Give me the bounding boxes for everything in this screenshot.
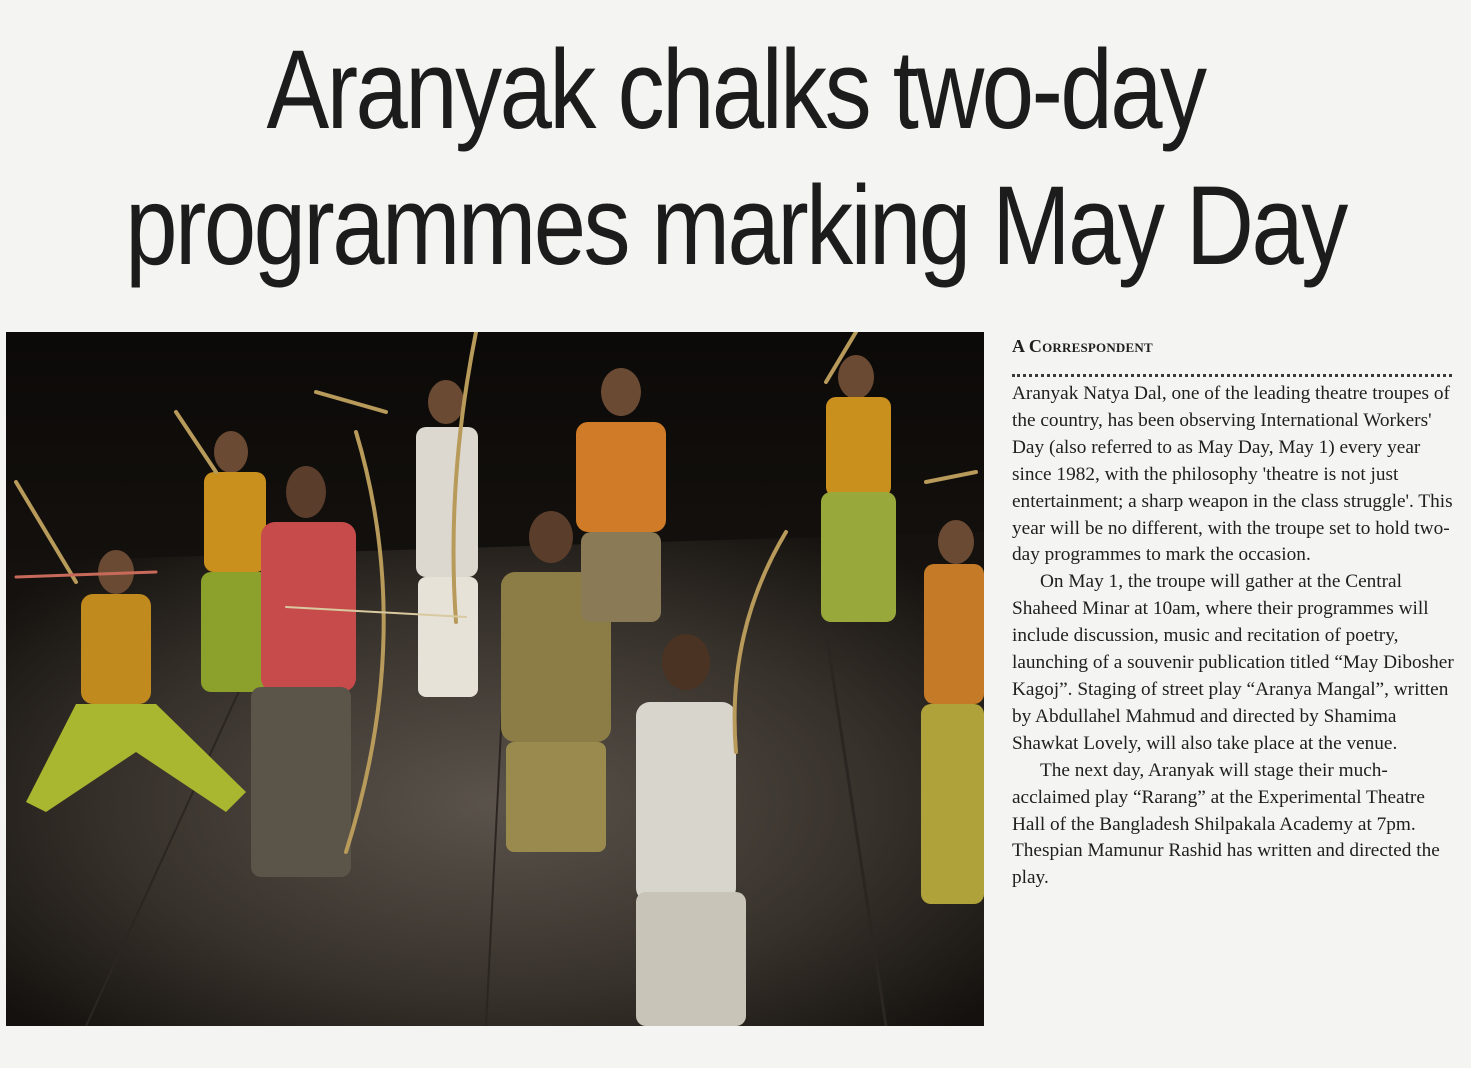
- stage-photo: [6, 332, 984, 1026]
- performer-center-back: [416, 380, 478, 697]
- article-body: [1012, 381, 1460, 892]
- headline-line-1: Aranyak chalks two-day: [266, 27, 1205, 152]
- dotted-divider: [1012, 374, 1452, 377]
- performer-far-right: [921, 520, 984, 904]
- performer-red-shirt: [251, 466, 356, 877]
- headline-line-2: programmes marking May Day: [125, 163, 1346, 288]
- article: [1012, 334, 1460, 892]
- paragraph-1: Aranyak Natya Dal, one of the leading theatre troupes of the country, has been observing International Workers' Day (also referred to as May Day, May 1) every year since 1982, with the philosophy 'theatre is not just entertainment; a sharp weapon in the class struggle'. This year will be no different, with the troupe set to hold two-day programmes to mark the occasion.: [1012, 383, 1453, 566]
- headline: [118, 22, 1354, 294]
- paragraph-2: On May 1, the troupe will gather at the Central Shaheed Minar at 10am, where their programmes will include discussion, music and recitation of poetry, launching of a souvenir publication titled “May Dibosher Kagoj”. Staging of street play “Aranya Mangal”, written by Abdullahel Mahmud and directed by Shamima Shawkat Lovely, will also take place at the venue.: [1012, 571, 1454, 754]
- paragraph-3: The next day, Aranyak will stage their much-acclaimed play “Rarang” at the Experimental Theatre Hall of the Bangladesh Shilpakala Academy at 7pm. Thespian Mamunur Rashid has written and directed the play.: [1012, 759, 1440, 889]
- byline: A Correspondent: [1012, 336, 1153, 356]
